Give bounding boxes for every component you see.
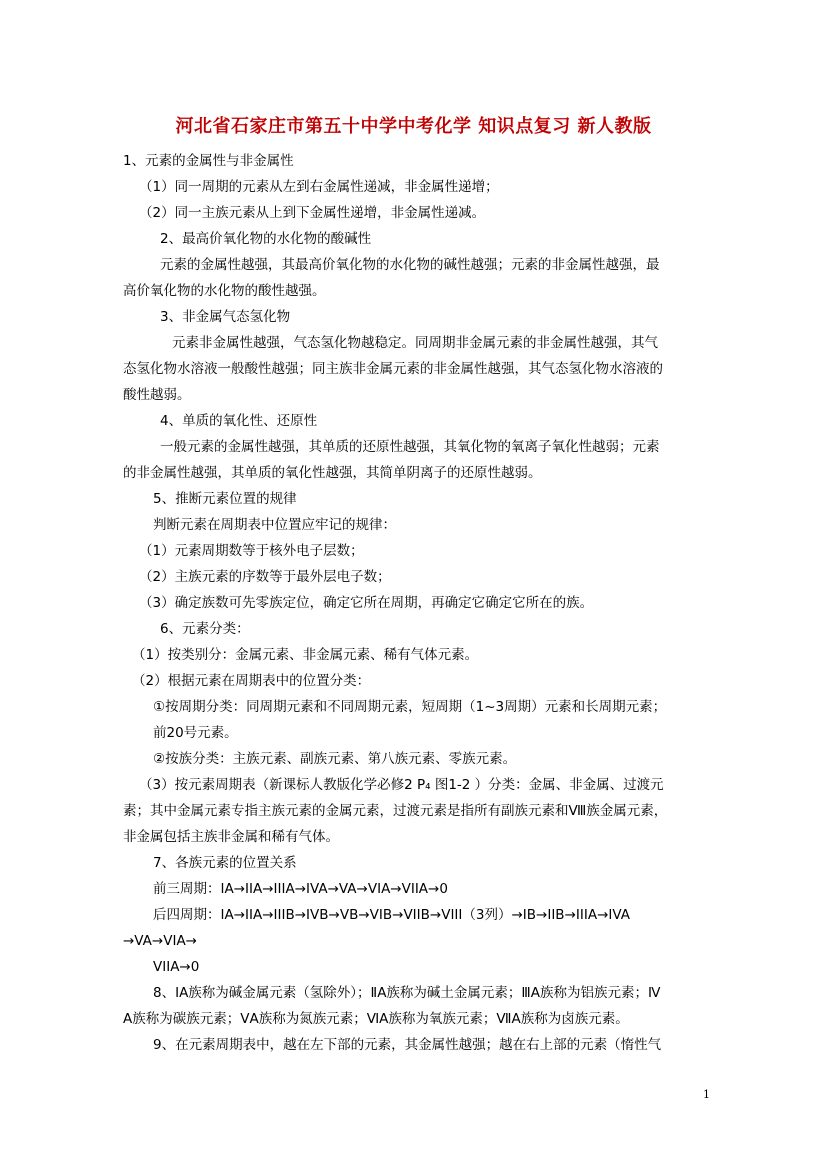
- paragraph-line: 元素非金属性越强，气态氢化物越稳定。同周期非金属元素的非金属性越强，其气: [172, 335, 658, 351]
- paragraph-line: （3）按元素周期表（新课标人教版化学必修2 P₄ 图1-2 ）分类：金属、非金属、过渡元: [139, 777, 664, 793]
- paragraph-line: （3）确定族数可先零族定位，确定它所在周期，再确定它确定它所在的族。: [139, 595, 594, 611]
- paragraph-line: 的非金属性越强，其单质的氧化性越强，其简单阴离子的还原性越弱。: [123, 465, 542, 481]
- paragraph-line: 前三周期：IA→IIA→IIIA→IVA→VA→VIA→VIIA→0: [153, 881, 448, 897]
- paragraph-line: （2）主族元素的序数等于最外层电子数；: [139, 569, 391, 585]
- paragraph-line: （2）根据元素在周期表中的位置分类：: [132, 673, 371, 689]
- heading-9: 9、在元素周期表中，越在左下部的元素，其金属性越强；越在右上部的元素（惰性气: [153, 1037, 662, 1053]
- paragraph-line: 态氢化物水溶液一般酸性越强；同主族非金属元素的非金属性越强，其气态氢化物水溶液的: [123, 361, 663, 377]
- paragraph-line: 一般元素的金属性越强，其单质的还原性越强，其氧化物的氧离子氧化性越弱；元素: [160, 439, 660, 455]
- paragraph-line: 非金属包括主族非金属和稀有气体。: [123, 829, 339, 845]
- paragraph-line: ①按周期分类：同周期元素和不同周期元素，短周期（1~3周期）元素和长周期元素；: [153, 699, 667, 715]
- paragraph-line: （1）同一周期的元素从左到右金属性递减，非金属性递增；: [139, 179, 499, 195]
- paragraph-line: 元素的金属性越强，其最高价氧化物的水化物的碱性越强；元素的非金属性越强，最: [160, 257, 660, 273]
- heading-5: 5、推断元素位置的规律: [153, 491, 297, 507]
- document-title: 河北省石家庄市第五十中学中考化学 知识点复习 新人教版: [175, 116, 652, 137]
- paragraph-line: （2）同一主族元素从上到下金属性递增，非金属性递减。: [139, 205, 486, 221]
- paragraph-line: 后四周期：IA→IIA→IIIB→IVB→VB→VIB→VIIB→VIII（3列）→IB→IIB→IIIA→IVA: [153, 907, 630, 923]
- paragraph-line: ②按族分类：主族元素、副族元素、第八族元素、零族元素。: [153, 751, 517, 767]
- heading-8: 8、ⅠA族称为碱金属元素（氢除外）；ⅡA族称为碱土金属元素；ⅢA族称为铝族元素；Ⅳ: [153, 985, 661, 1001]
- heading-2: 2、最高价氧化物的水化物的酸碱性: [160, 231, 372, 247]
- paragraph-line: →VA→VIA→: [123, 933, 197, 949]
- paragraph-line: 高价氧化物的水化物的酸性越强。: [123, 283, 326, 299]
- paragraph-line: 素；其中金属元素专指主族元素的金属元素，过渡元素是指所有副族元素和Ⅷ族金属元素，: [123, 803, 668, 819]
- heading-1: 1、元素的金属性与非金属性: [123, 153, 294, 169]
- paragraph-line: （1）元素周期数等于核外电子层数；: [139, 543, 364, 559]
- paragraph-line: 酸性越弱。: [123, 387, 191, 403]
- heading-3: 3、非金属气态氢化物: [160, 309, 291, 325]
- heading-4: 4、单质的氧化性、还原性: [160, 413, 318, 429]
- heading-6: 6、元素分类：: [160, 621, 250, 637]
- heading-7: 7、各族元素的位置关系: [153, 855, 297, 871]
- page-number: 1: [703, 1088, 710, 1101]
- paragraph-line: （1）按类别分：金属元素、非金属元素、稀有气体元素。: [132, 647, 479, 663]
- paragraph-line: 前20号元素。: [153, 725, 238, 741]
- paragraph-line: VIIA→0: [153, 959, 200, 975]
- paragraph-line: 判断元素在周期表中位置应牢记的规律：: [153, 517, 396, 533]
- paragraph-line: A族称为碳族元素；ⅤA族称为氮族元素；ⅥA族称为氧族元素；ⅦA族称为卤族元素。: [123, 1011, 629, 1027]
